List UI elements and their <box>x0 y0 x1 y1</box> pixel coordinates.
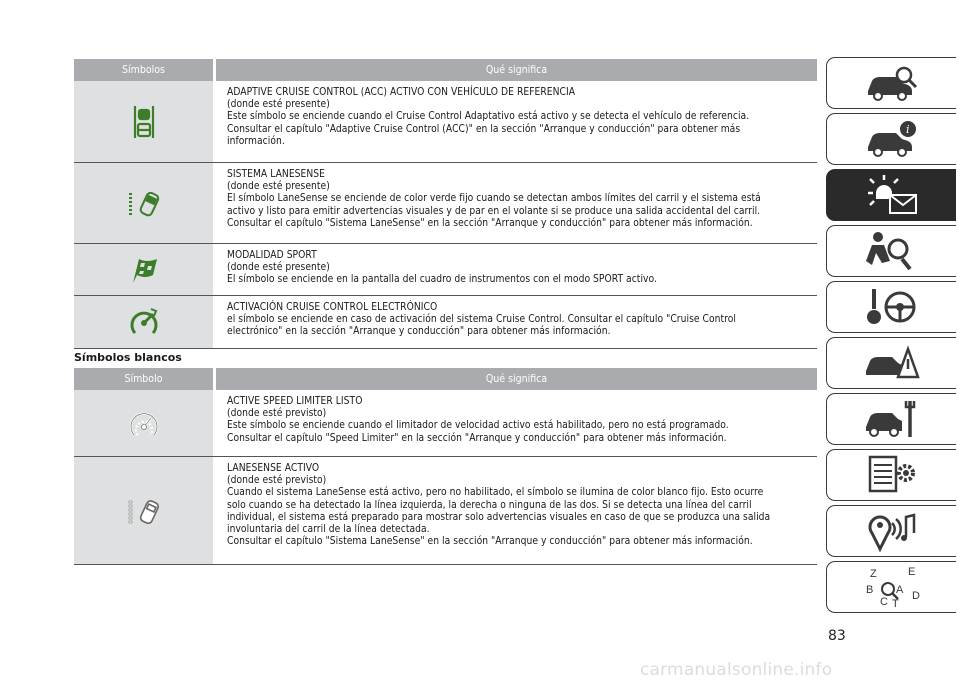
table-row <box>74 81 817 163</box>
tab-index[interactable] <box>826 561 956 613</box>
svg-text:i: i <box>905 123 910 136</box>
lanesense-icon <box>125 185 163 221</box>
symbols-table-green <box>74 59 817 349</box>
header-symbols: Símbolo <box>124 373 163 385</box>
tab-warning-lights[interactable] <box>826 169 956 221</box>
alphabetical-index-icon <box>862 565 922 609</box>
table-header <box>74 59 817 81</box>
row-description: ACTIVE SPEED LIMITER LISTO (donde esté previsto) Este símbolo se enciende cuando el limitador de velocidad activo está habilitado, pero no está programado. Consultar el capítulo "Speed Limiter" en la sección "Arranque y conducción" para obtener más información. <box>227 396 729 444</box>
speed-limiter-icon <box>126 405 162 441</box>
row-description: ACTIVACIÓN CRUISE CONTROL ELECTRÓNICO el símbolo se enciende en caso de activación del sistema Cruise Control. Consultar el capítulo "Cruise Control electrónico" en la sección "Arranque y conducción" para obtener más información. <box>227 302 737 338</box>
watermark: carmanualsonline.info <box>640 660 833 680</box>
header-meaning: Qué significa <box>485 373 548 385</box>
svg-text:A: A <box>895 584 903 596</box>
svg-text:B: B <box>865 584 873 596</box>
row-description: SISTEMA LANESENSE (donde esté presente) El símbolo LaneSense se enciende de color verde fijo cuando se detectan ambos límites del carril y el sistema está activo y listo para emitir advertencias visuales y de par en el volante si se produce una salida accidental del carril. Consultar el capítulo "Sistema LaneSense" en la sección "Arranque y conducción" para obtener más información. <box>227 169 761 229</box>
svg-text:D: D <box>911 590 920 602</box>
tab-starting-driving[interactable] <box>826 281 956 333</box>
row-description: MODALIDAD SPORT (donde esté presente) El símbolo se enciende en la pantalla del cuadro de instrumentos con el modo SPORT activo. <box>227 250 657 286</box>
row-description: LANESENSE ACTIVO (donde esté previsto) Cuando el sistema LaneSense está activo, pero no habilitado, el símbolo se ilumina de color blanco fijo. Esto ocurre solo cuando se ha detectado la línea izquierda, la derecha o ninguna de las dos. Si se detecta una línea del carril individual, el sistema está preparado para mostrar solo advertencias visuales en caso de que se produzca una salida involuntaria del carril de la línea detectada. Consultar el capítulo "Sistema LaneSense" en la sección "Arranque y conducción" para obtener más información. <box>227 463 771 548</box>
tab-technical-data[interactable] <box>826 449 956 501</box>
table-row <box>74 163 817 244</box>
svg-text:E: E <box>907 566 915 578</box>
airbag-seat-icon <box>862 229 922 273</box>
multimedia-icon <box>862 509 922 553</box>
car-breakdown-icon <box>862 341 922 385</box>
header-meaning: Qué significa <box>485 64 548 76</box>
table-header <box>74 368 817 390</box>
tab-emergency[interactable] <box>826 337 956 389</box>
specs-gear-icon <box>862 453 922 497</box>
header-symbols: Símbolos <box>122 64 165 76</box>
table-row <box>74 296 817 349</box>
key-steering-wheel-icon <box>862 285 922 329</box>
tab-multimedia[interactable] <box>826 505 956 557</box>
warning-light-message-icon <box>862 173 922 217</box>
tab-car-search[interactable] <box>826 57 956 109</box>
chapter-tabs <box>826 57 956 617</box>
cruise-control-icon <box>127 305 161 339</box>
car-search-icon <box>862 61 922 105</box>
table-row <box>74 390 817 457</box>
lanesense-white-icon <box>125 493 163 529</box>
tab-car-info[interactable] <box>826 113 956 165</box>
svg-text:C: C <box>879 596 888 608</box>
svg-text:Z: Z <box>869 568 877 580</box>
page-number: 83 <box>828 628 846 644</box>
car-info-icon <box>862 117 922 161</box>
table-row <box>74 244 817 296</box>
row-description: ADAPTIVE CRUISE CONTROL (ACC) ACTIVO CON VEHÍCULO DE REFERENCIA (donde esté presente) Este símbolo se enciende cuando el Cruise Control Adaptativo está activo y se detecta el vehículo de referencia. Consultar el capítulo "Adaptive Cruise Control (ACC)" en la sección "Arranque y conducción" para obtener más información. <box>227 87 750 147</box>
tab-maintenance[interactable] <box>826 393 956 445</box>
svg-text:T: T <box>891 598 899 609</box>
sport-flag-icon <box>127 255 161 285</box>
car-tools-icon <box>862 397 922 441</box>
acc-vehicle-icon <box>133 102 155 142</box>
symbols-table-white <box>74 368 817 565</box>
tab-safety[interactable] <box>826 225 956 277</box>
section-title: Símbolos blancos <box>74 351 182 364</box>
table-row <box>74 457 817 565</box>
